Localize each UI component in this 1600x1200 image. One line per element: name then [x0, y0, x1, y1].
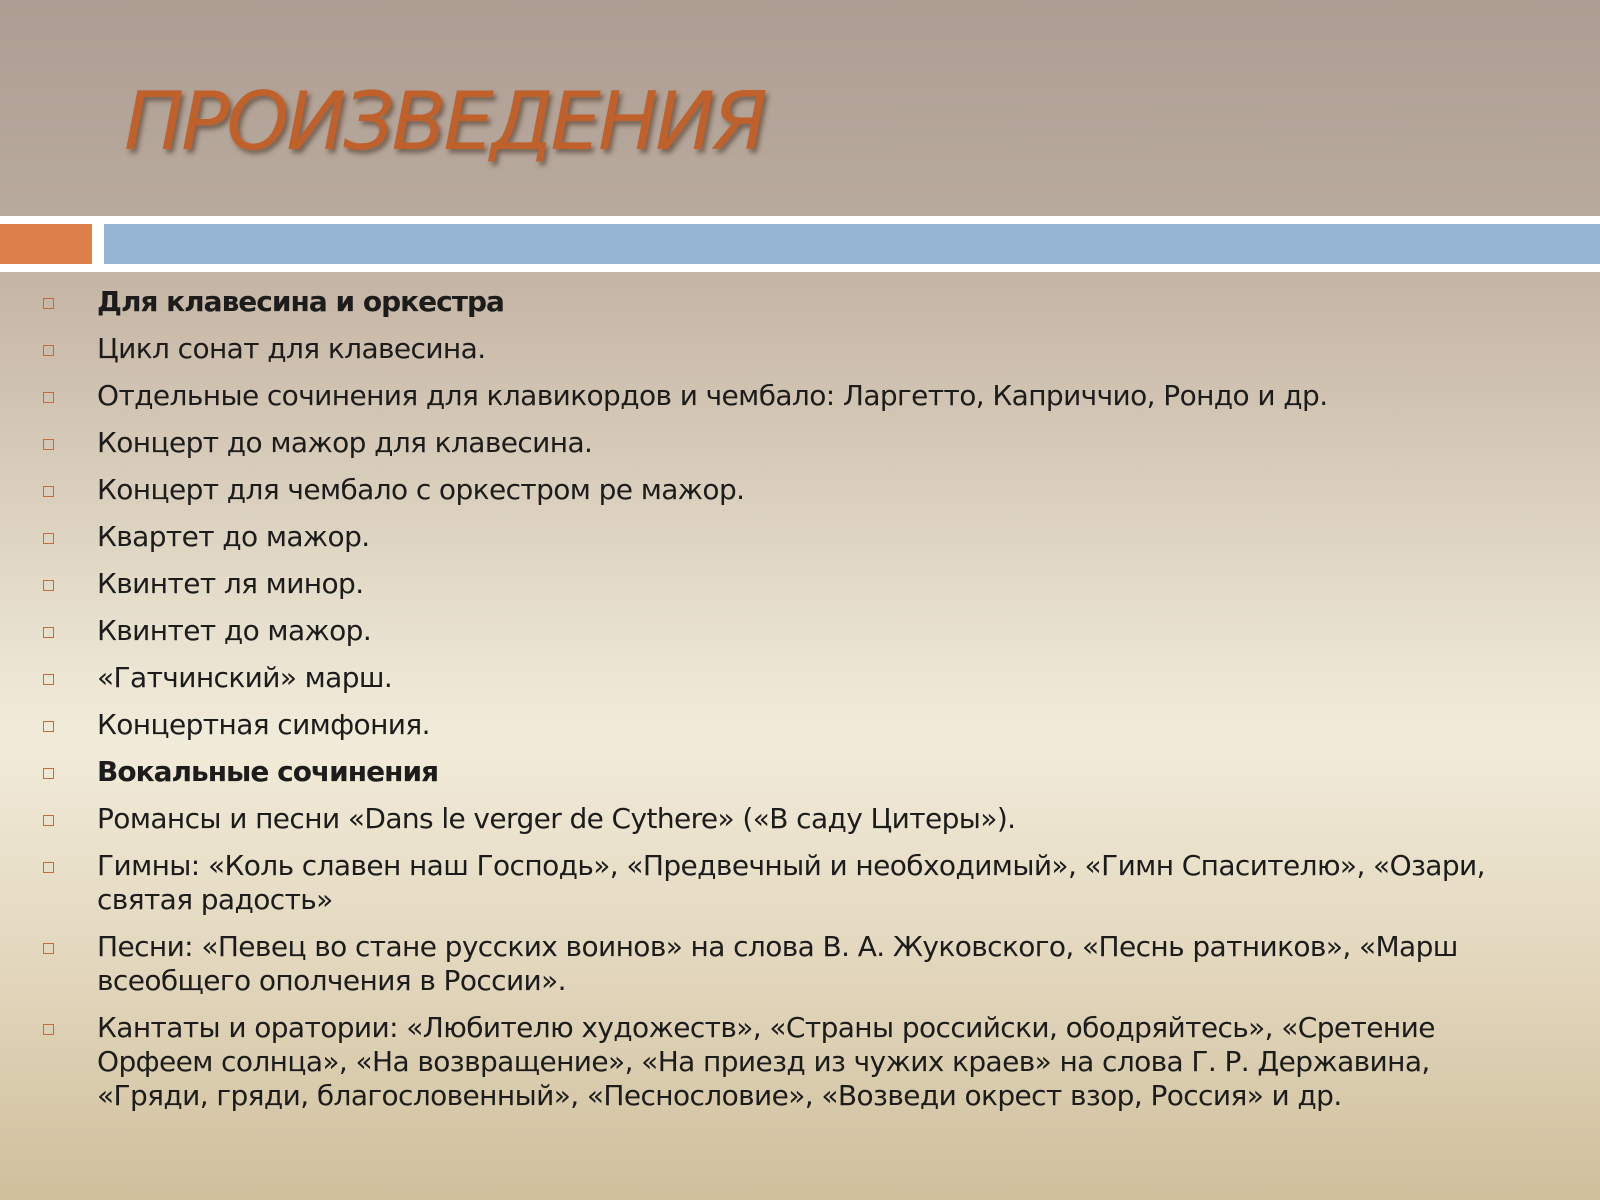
list-item-text: «Гатчинский» марш. [97, 661, 393, 694]
square-bullet-icon [43, 627, 54, 638]
square-bullet-icon [43, 486, 54, 497]
list-item-text: Концерт для чембало с оркестром ре мажор. [97, 473, 745, 506]
works-list [0, 285, 1600, 1126]
list-item-text: Концерт до мажор для клавесина. [97, 426, 593, 459]
divider-blue-bar [104, 224, 1600, 264]
square-bullet-icon [43, 580, 54, 591]
square-bullet-icon [43, 768, 54, 779]
list-item-text: Для клавесина и оркестра [97, 285, 504, 318]
list-item-text: Романсы и песни «Dans le verger de Cythere» («В саду Цитеры»). [97, 802, 1016, 835]
list-item [0, 332, 1600, 366]
square-bullet-icon [43, 815, 54, 826]
list-item-text: Песни: «Певец во стане русских воинов» на слова В. А. Жуковского, «Песнь ратников», «Марш всеобщего ополчения в России». [97, 930, 1458, 997]
square-bullet-icon [43, 674, 54, 685]
list-item-text: Концертная симфония. [97, 708, 430, 741]
list-item [0, 520, 1600, 554]
square-bullet-icon [43, 533, 54, 544]
list-heading [0, 755, 1600, 789]
list-item [0, 567, 1600, 601]
square-bullet-icon [43, 298, 54, 309]
list-item-text: Цикл сонат для клавесина. [97, 332, 486, 365]
list-item [0, 930, 1600, 998]
list-item-text: Кантаты и оратории: «Любителю художеств», «Страны российски, ободряйтесь», «Сретение Орфеем солнца», «На возвращение», «На приезд из чужих краев» на слова Г. Р. Державина, «Гряди, гряди, благословенный», «Песнословие», «Возведи окрест взор, Россия» и др. [97, 1011, 1435, 1112]
list-heading [0, 285, 1600, 319]
list-item [0, 661, 1600, 695]
list-item [0, 426, 1600, 460]
list-item [0, 849, 1600, 917]
list-item [0, 1011, 1600, 1113]
square-bullet-icon [43, 392, 54, 403]
square-bullet-icon [43, 1024, 54, 1035]
list-item-text: Квинтет ля минор. [97, 567, 364, 600]
square-bullet-icon [43, 345, 54, 356]
divider-orange-block [0, 224, 92, 264]
square-bullet-icon [43, 439, 54, 450]
square-bullet-icon [43, 721, 54, 732]
list-item-text: Отдельные сочинения для клавикордов и чембало: Ларгетто, Каприччио, Рондо и др. [97, 379, 1328, 412]
square-bullet-icon [43, 943, 54, 954]
list-item [0, 708, 1600, 742]
list-item [0, 802, 1600, 836]
list-item [0, 379, 1600, 413]
list-item [0, 473, 1600, 507]
list-item-text: Вокальные сочинения [97, 755, 439, 788]
slide-title: ПРОИЗВЕДЕНИЯ [124, 75, 765, 168]
list-item-text: Квартет до мажор. [97, 520, 370, 553]
list-item-text: Гимны: «Коль славен наш Господь», «Предвечный и необходимый», «Гимн Спасителю», «Озари, святая радость» [97, 849, 1485, 916]
list-item [0, 614, 1600, 648]
list-item-text: Квинтет до мажор. [97, 614, 372, 647]
square-bullet-icon [43, 862, 54, 873]
